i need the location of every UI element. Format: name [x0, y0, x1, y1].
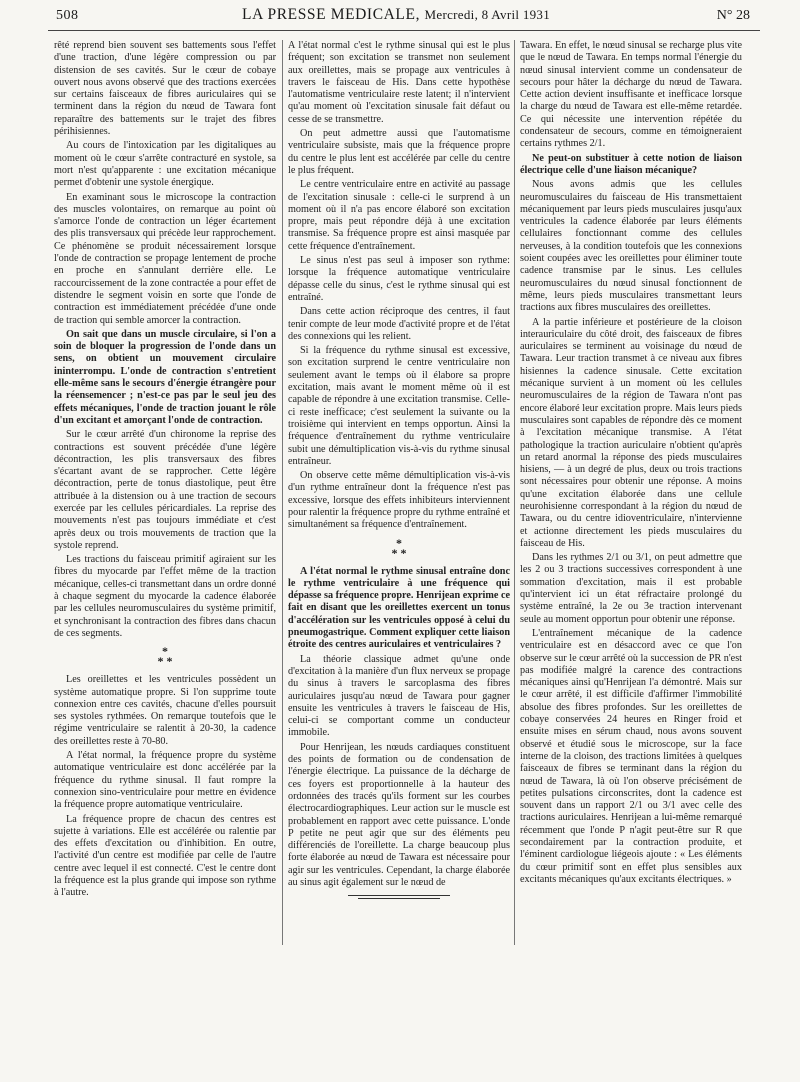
column-1: [54, 40, 276, 902]
paragraph: Dans les rythmes 2/1 ou 3/1, on peut admettre que les 2 ou 3 tractions successives correspondent à une sommation d'excitation, mais il est probable qu'intervient ici un état réfractaire prolongé du système entraîné, la 2e ou 3e traction intervenant seule au moment opportun pour obtenir une réponse.: [520, 552, 742, 625]
closing-rule: [358, 898, 440, 899]
paragraph: A l'état normal le rythme sinusal entraîne donc le rythme ventriculaire à une fréquence qui dépasse sa fréquence propre. Henrijean exprime ce fait en disant que les oreillettes exercent un tonus d'accélération sur les ventricules opposé à celui du pneumogastrique. Comment expliquer cette liaison étroite des centres auriculaires et ventriculaires ?: [288, 565, 510, 651]
issue-date: Mercredi, 8 Avril 1931: [424, 7, 551, 22]
paragraph: A l'état normal, la fréquence propre du système automatique ventriculaire est donc accélérée par la fréquence du rythme sinusal. Il faut rompre la connexion sino-ventriculaire pour mettre en évidence la fréquence propre automatique ventriculaire.: [54, 750, 276, 811]
paragraph: Tawara. En effet, le nœud sinusal se recharge plus vite que le nœud de Tawara. En temps normal l'énergie du nœud sinusal intervient comme un condensateur de secours pour hâter la décharge du nœud de Tawara. Cette action devient insuffisante et inefficace lorsque la charge du nœud de Tawara est elle-même retardée. Ce qui nécessite une intervention répétée du condensateur de secours, comme en témoigneraient certains rythmes 2/1.: [520, 40, 742, 150]
section-separator-stars: * * *: [157, 644, 173, 669]
page-header: [48, 6, 758, 30]
paragraph: Sur le cœur arrêté d'un chironome la reprise des contractions est souvent précédée d'une légère décontraction, les plis transversaux des fibres s'écartant avant de se rapprocher. Cette légère décontraction, perte de tonus diastolique, peut être attribuée à la distension ou à une traction de secours exercée par les cellules péricardiales. La reprise des mouvements n'est pas toujours immédiate et c'est après deux ou trois mouvements de traction que la systole reprend.: [54, 429, 276, 551]
paragraph: La théorie classique admet qu'une onde d'excitation à la manière d'un flux nerveux se propage du sinus à travers le sarcoplasma des fibres auriculaires jusqu'au nœud de Tawara pour gagner ensuite les ventricules à travers le faisceau de His, celui-ci se comportant comme un conducteur immobile.: [288, 653, 510, 739]
section-separator-stars: * * *: [391, 535, 407, 560]
issue-number: N° 28: [716, 8, 750, 23]
paragraph: Le sinus n'est pas seul à imposer son rythme: lorsque la fréquence automatique ventriculaire dépasse celle du sinus, c'est le rythme sinusal qui est entraîné.: [288, 255, 510, 303]
paragraph: La fréquence propre de chacun des centres est sujette à variations. Elle est accélérée ou ralentie par des effets d'excitation ou d'inhibition. En outre, l'activité d'un centre est modifiée par celle de l'autre centre avec lequel il est connecté. C'est le centre dont la fréquence est la plus grande qui impose son rythme à l'autre.: [54, 813, 276, 899]
paragraph: Au cours de l'intoxication par les digitaliques au moment où le cœur s'arrête contracturé en systole, sa mort n'est qu'apparente : une excitation mécanique permet d'obtenir une systole énergique.: [54, 140, 276, 189]
paragraph: Dans cette action réciproque des centres, il faut tenir compte de leur mode d'activité propre et de l'état des connexions qui les relient.: [288, 306, 510, 342]
paragraph: Les oreillettes et les ventricules possèdent un système automatique propre. Si l'on supprime toute connexion entre ces cavités, chacune d'elles poursuit ses systoles rythmées. On remarque toutefois que le régime ventriculaire se ralentit à 20-30, la cadence des oreillettes reste à 70-80.: [54, 674, 276, 747]
paragraph: Le centre ventriculaire entre en activité au passage de l'excitation sinusale : celle-ci le surprend à un moment où il n'a pas encore élaboré son excitation propre, mais peut répondre déjà à une excitation transmise. Sa fréquence propre est ainsi masquée par cette fréquence d'entraînement.: [288, 179, 510, 252]
paragraph: On observe cette même démultiplication vis-à-vis d'un rythme entraîneur dont la fréquence n'est pas excessive, lorsque des effets inhibiteurs interviennent pour ralentir la fréquence propre du rythme entraîné et simultanément sa fréquence d'entraînement.: [288, 470, 510, 531]
journal-name: LA PRESSE MEDICALE,: [242, 6, 421, 23]
paragraph: rêté reprend bien souvent ses battements sous l'effet d'une traction, d'une légère compression ou par distension de ses cavités. Sur le cœur de cobaye ouvert nous avons observé que des tractions exercées sur certains faisceaux de fibres auriculaires qui se terminent dans la région du nœud de Tawara font reparaître des battements sur le trajet des fibres périhisiennes.: [54, 40, 276, 138]
paragraph: A l'état normal c'est le rythme sinusal qui est le plus fréquent; son excitation se transmet non seulement aux oreillettes, mais se propage aux ventricules à travers le faisceau de His. Dans cette hypothèse l'automatisme ventriculaire reste latent; il n'intervient qu'au moment où l'excitation sinusale fait défaut ou cesse de se transmettre.: [288, 40, 510, 125]
paragraph: En examinant sous le microscope la contraction des muscles volontaires, on remarque au point où s'amorce l'onde de contraction un léger écartement des plis transversaux qui précède leur rapprochement. Ce phénomène se produit nécessairement lorsque l'onde de contraction se propage lentement de proche en proche en s'annulant derrière elle. Le raccourcissement de la zone contractée a pour effet de distendre le segment voisin en sorte que l'onde de contraction est immédiatement précédée d'une onde de traction qui semble amorcer la contraction.: [54, 191, 276, 326]
column-3: [520, 40, 742, 888]
paragraph: A la partie inférieure et postérieure de la cloison interauriculaire du côté droit, des faisceaux de fibres auriculaires se terminent au voisinage du nœud de Tawara. Leur traction transmet à ce niveau aux fibres hisiennes la cadence sinusale. Cette excitation mécanique survient à un moment où les cellules neuromusculaires de la région de Tawara n'ont pas encore élaboré leur excitation propre. Mais leurs pieds musculaires sont capables de répondre dès ce moment à l'excitation mécanique transmise. A l'état pathologique la traction auriculaire n'obtient qu'après un retard anormal la réponse des pieds musculaires hisiens, — à un degré de plus, deux ou trois tractions sont nécessaires pour obtenir une réponse. A moins qu'une excitation élaborée dans une cellule neurohisienne correspondant à la région du nœud de Tawara, ou du centre idioventriculaire, n'intervienne et actionne directement les pieds musculaires du faisceau de His.: [520, 316, 742, 549]
closing-rule: [348, 895, 450, 896]
paragraph: L'entraînement mécanique de la cadence ventriculaire est en désaccord avec ce que l'on observe sur le cœur arrêté où la succession de PR n'est pas modifiée malgré la carence des contractions mécaniques ainsi qu'Henrijean l'a démontré. Mais sur le cœur arrêté, il est difficile d'affirmer l'immobilité absolue des fibres profondes. Sur les oreillettes de cobaye conservées 24 heures en Ringer froid et ensuite mises en sérum chaud, nous avons souvent observé et étudié sous le microscope, sur la face interne de la cloison, des tractions limitées à quelques faisceaux de fibres se terminant dans la région du nœud de Tawara, là où l'on observe précisément de petites pulsations circonscrites, dont la cadence est souvent dans un rapport 2/1 ou 3/1 avec celle des tractions auriculaires. Henrijean a lui-même remarqué récemment que l'onde P n'agit peut-être sur R que secondairement par la contraction produite, et l'éminent cardiologue liégeois ajoute : « Les éléments du cœur primitif sont en effet plus sensibles aux excitants mécaniques qu'aux excitants électriques. »: [520, 627, 742, 885]
paragraph: Ne peut-on substituer à cette notion de liaison électrique celle d'une liaison mécanique?: [520, 152, 742, 176]
paragraph: Les tractions du faisceau primitif agiraient sur les fibres du myocarde par l'effet même de la traction mécanique, celles-ci transmettant dans un ordre donné à chaque segment du myocarde la cadence élaborée par les cellules neuromusculaires du système primitif, et synchronisant la contraction des fibres dans chacun de ces segments.: [54, 554, 276, 639]
paragraph: Nous avons admis que les cellules neuromusculaires du faisceau de His transmettaient mécaniquement par leurs pieds musculaires jusqu'aux ventricules la cadence élaborée par leurs éléments cellulaires fonctionnant comme des cellules nerveuses, à la condition toutefois que les connexions soient coupées avec les oreillettes pour éliminer toute cadence transmise par le sinus. Les cellules neuromusculaires du nœud sinusal fonctionnent de même, leurs pieds musculaires transmettant leurs tractions aux fibres musculaires des oreillettes.: [520, 179, 742, 314]
paragraph: Pour Henrijean, les nœuds cardiaques constituent des points de formation ou de condensation de l'énergie électrique. La puissance de la décharge de ces foyers est proportionnelle à la hauteur des ordonnées des tracés qu'ils forment sur les courbes électrocardiographiques. Leur action sur le muscle est probablement en rapport avec cette puissance. L'onde P petite ne peut agir que sur des éléments peu différenciés de l'oreillette. La charge beaucoup plus forte élaborée au nœud de Tawara est nécessaire pour agir sur les ventricules. Cependant, la charge élaborée au sinus agit également sur le nœud de: [288, 741, 510, 888]
header-rule: [48, 30, 760, 31]
journal-title: [242, 6, 550, 24]
page-number: 508: [56, 8, 79, 23]
column-divider: [282, 40, 283, 945]
paragraph: Si la fréquence du rythme sinusal est excessive, son excitation surprend le centre ventriculaire non seulement avant le temps où il élabore sa propre excitation, mais avant le moment même où il est capable de répondre à une excitation transmise. Celle-ci reste inefficace; c'est seulement la suivante ou la troisième qui intervient en temps opportun. Ainsi la fréquence d'entraînement du rythme ventriculaire subit une démultiplication vis-à-vis du rythme sinusal entraîneur.: [288, 345, 510, 467]
paragraph: On peut admettre aussi que l'automatisme ventriculaire subsiste, mais que la fréquence propre du centre le plus lent est accélérée par celle du centre le plus fréquent.: [288, 128, 510, 176]
column-divider: [514, 40, 515, 945]
paragraph: On sait que dans un muscle circulaire, si l'on a soin de bloquer la progression de l'onde dans un sens, on obtient un mouvement circulaire ininterrompu. L'onde de contraction s'entretient elle-même sans le secours d'énergie étrangère pour la réensemencer ; n'est-ce pas par le seul jeu des effets mécaniques, l'onde de traction jouant le rôle d'un excitant et amorçant l'onde de contraction.: [54, 328, 276, 426]
column-2: [288, 40, 510, 899]
